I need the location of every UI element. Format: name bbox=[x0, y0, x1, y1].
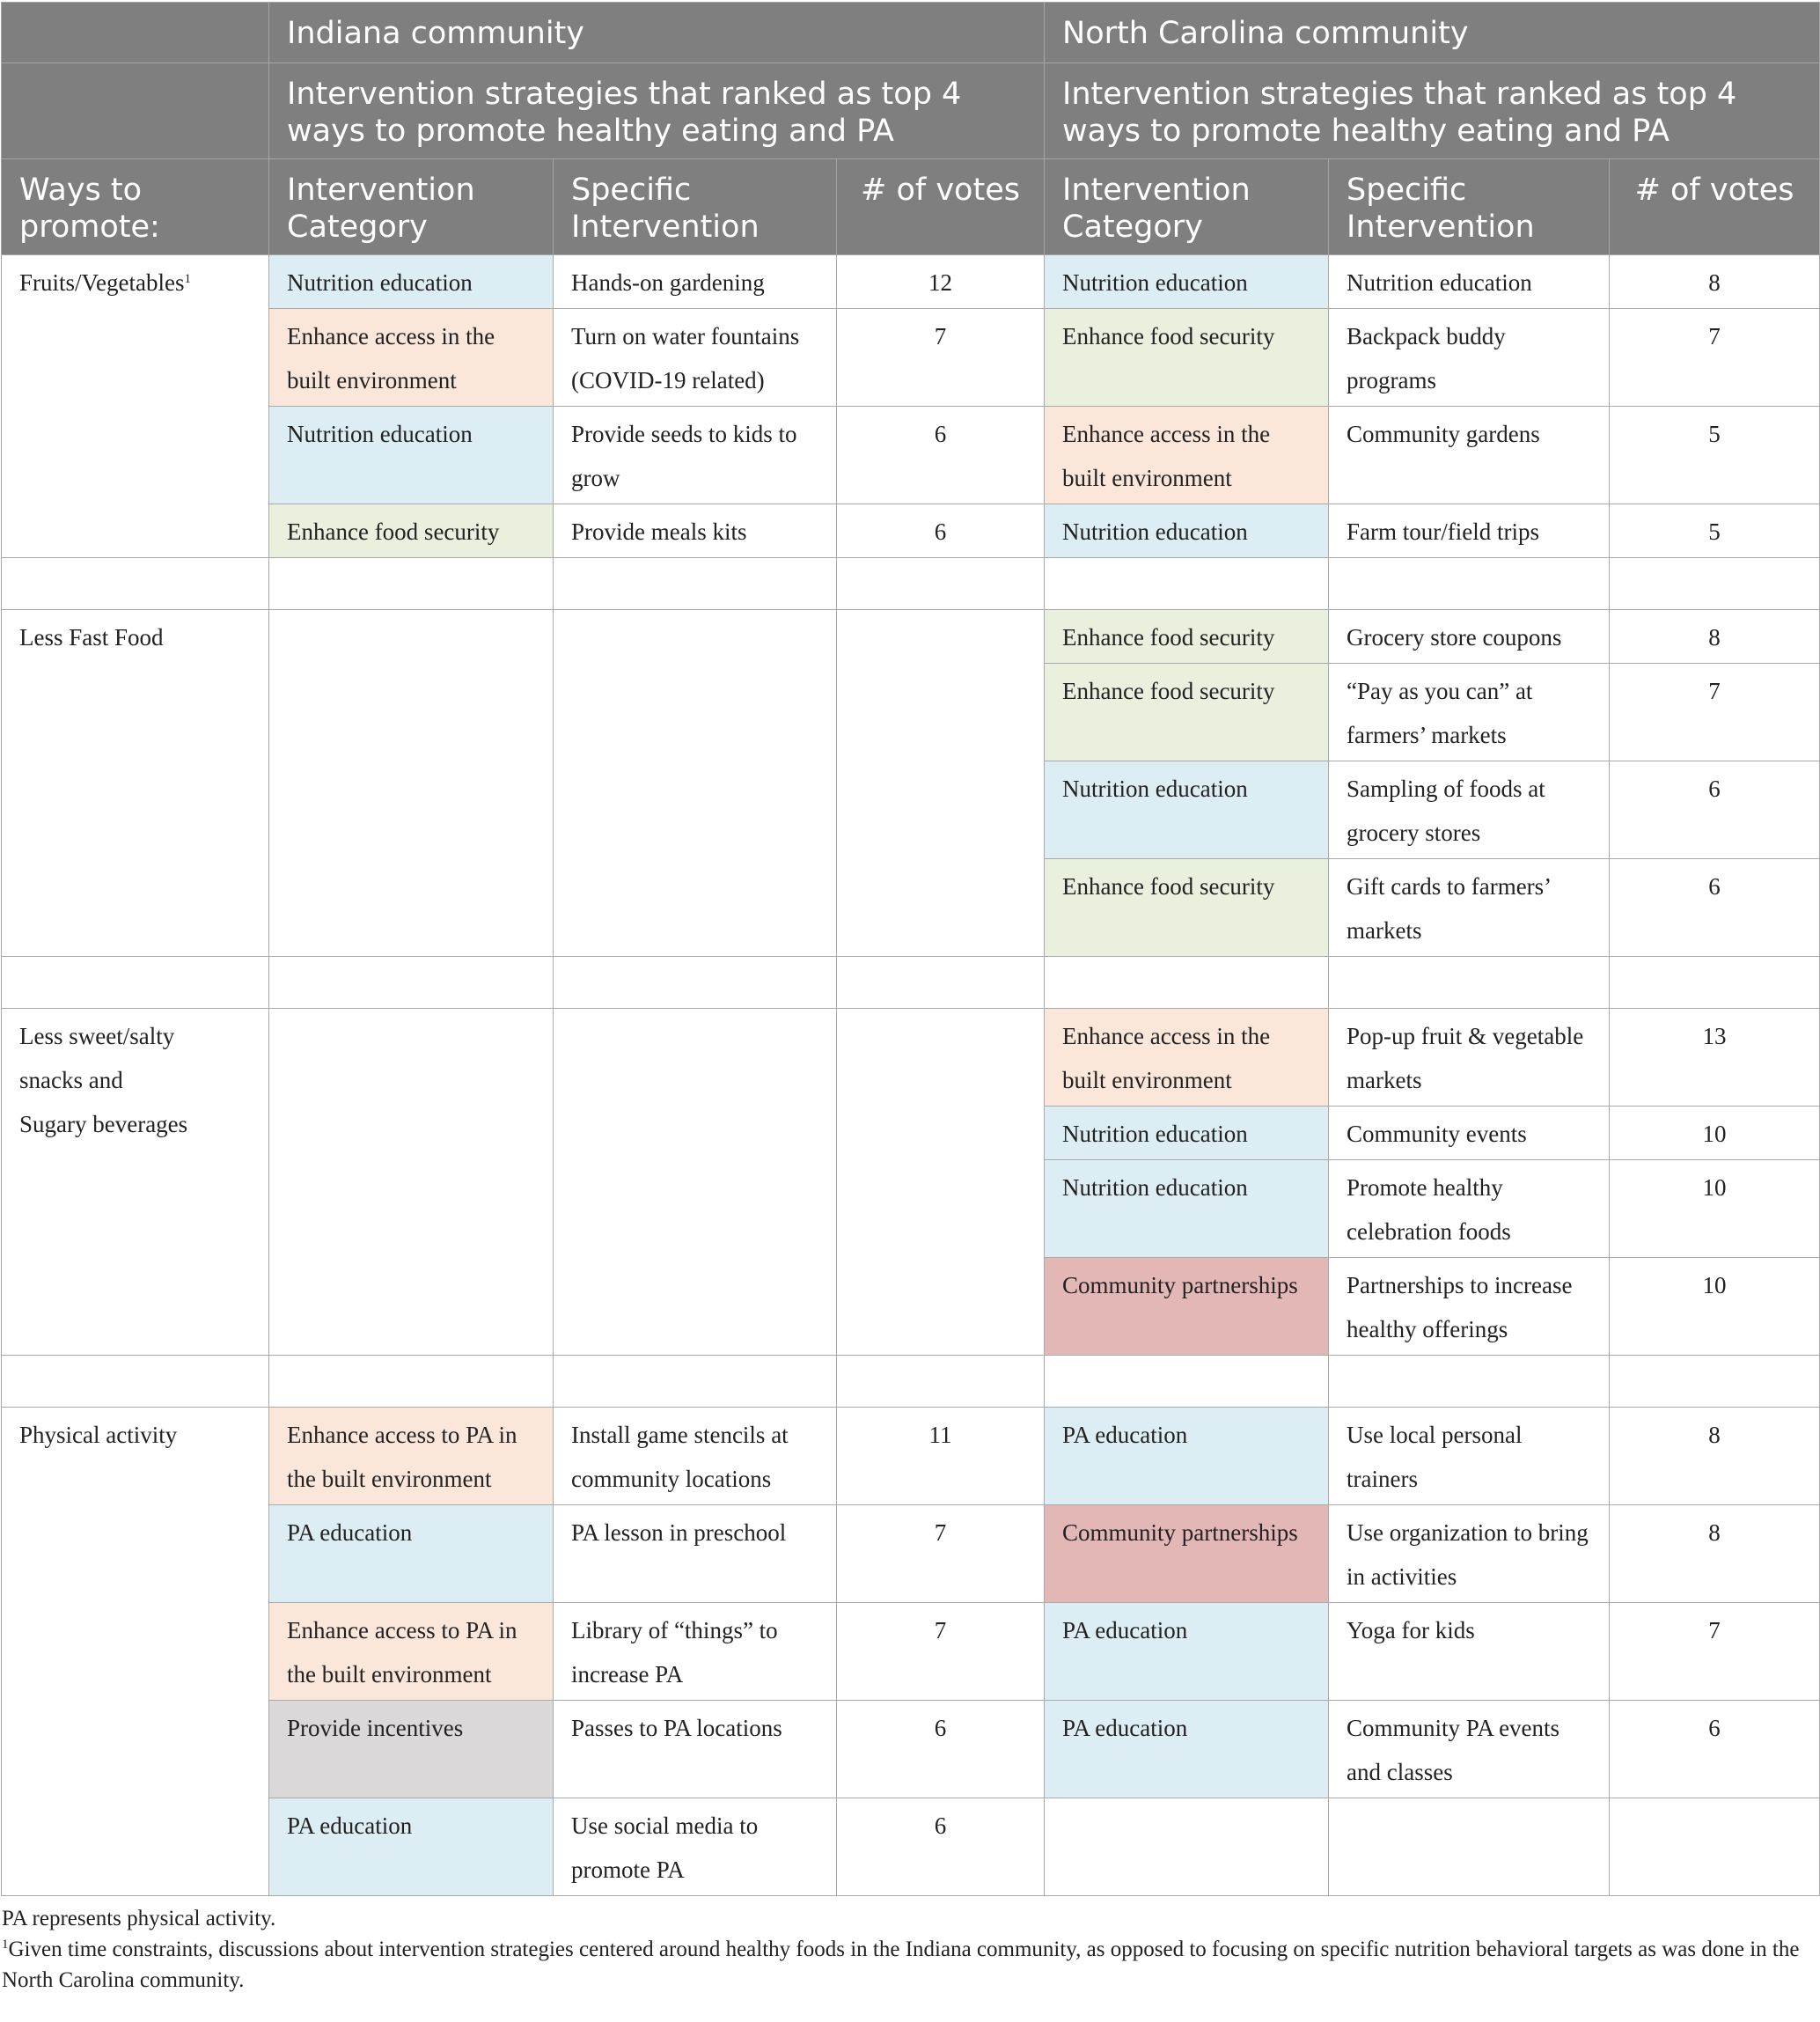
table-row bbox=[2, 610, 1820, 664]
specific-cell: Turn on water fountains (COVID-19 related) bbox=[554, 309, 837, 407]
votes-cell: 5 bbox=[1610, 407, 1820, 504]
votes-cell: 8 bbox=[1610, 1408, 1820, 1505]
group-label-snacks: Less sweet/salty snacks and Sugary beverages bbox=[2, 1009, 269, 1356]
header-nc-strategies: Intervention strategies that ranked as top 4 ways to promote healthy eating and PA bbox=[1045, 63, 1820, 159]
header-empty-cell bbox=[2, 3, 269, 63]
category-cell: PA education bbox=[269, 1505, 554, 1603]
category-cell: Nutrition education bbox=[1045, 504, 1329, 558]
votes-cell: 13 bbox=[1610, 1009, 1820, 1107]
empty-cell bbox=[1045, 1798, 1329, 1896]
category-cell: Community partnerships bbox=[1045, 1258, 1329, 1356]
votes-cell: 10 bbox=[1610, 1107, 1820, 1160]
votes-cell: 6 bbox=[837, 1798, 1045, 1896]
category-cell: Community partnerships bbox=[1045, 1505, 1329, 1603]
empty-cell bbox=[269, 610, 554, 957]
votes-cell: 6 bbox=[1610, 859, 1820, 957]
specific-cell: Sampling of foods at grocery stores bbox=[1329, 761, 1610, 859]
header-empty-cell bbox=[2, 63, 269, 159]
table-row bbox=[2, 1408, 1820, 1505]
votes-cell: 7 bbox=[837, 309, 1045, 407]
category-cell: Enhance access in the built environment bbox=[269, 309, 554, 407]
spacer-row bbox=[2, 1356, 1820, 1408]
specific-cell: Use local personal trainers bbox=[1329, 1408, 1610, 1505]
group-label-pa: Physical activity bbox=[2, 1408, 269, 1896]
category-cell: Enhance food security bbox=[1045, 610, 1329, 664]
specific-cell: Use organization to bring in activities bbox=[1329, 1505, 1610, 1603]
spacer-row bbox=[2, 957, 1820, 1009]
header-specific-nc: Specific Intervention bbox=[1329, 159, 1610, 255]
votes-cell: 7 bbox=[837, 1505, 1045, 1603]
group-label-fruits: Fruits/Vegetables$^1$ bbox=[2, 255, 269, 558]
specific-cell: Use social media to promote PA bbox=[554, 1798, 837, 1896]
category-cell: PA education bbox=[269, 1798, 554, 1896]
votes-cell: 5 bbox=[1610, 504, 1820, 558]
header-indiana-strategies: Intervention strategies that ranked as top 4 ways to promote healthy eating and PA bbox=[269, 63, 1045, 159]
category-cell: Enhance access to PA in the built environment bbox=[269, 1603, 554, 1701]
category-cell: Nutrition education bbox=[1045, 761, 1329, 859]
specific-cell: Library of “things” to increase PA bbox=[554, 1603, 837, 1701]
table-row bbox=[2, 1701, 1820, 1798]
specific-cell: Yoga for kids bbox=[1329, 1603, 1610, 1701]
table-row bbox=[2, 1009, 1820, 1107]
empty-cell bbox=[837, 610, 1045, 957]
specific-cell: Hands-on gardening bbox=[554, 255, 837, 309]
specific-cell: Community PA events and classes bbox=[1329, 1701, 1610, 1798]
votes-cell: 7 bbox=[837, 1603, 1045, 1701]
specific-cell: Partnerships to increase healthy offerings bbox=[1329, 1258, 1610, 1356]
specific-cell: Gift cards to farmers’ markets bbox=[1329, 859, 1610, 957]
header-indiana-community: Indiana community bbox=[269, 3, 1045, 63]
category-cell: PA education bbox=[1045, 1701, 1329, 1798]
category-cell: PA education bbox=[1045, 1603, 1329, 1701]
pa-abbreviation-note: PA represents physical activity. bbox=[2, 1907, 276, 1930]
votes-cell: 10 bbox=[1610, 1160, 1820, 1258]
specific-cell: Community events bbox=[1329, 1107, 1610, 1160]
votes-cell: 8 bbox=[1610, 610, 1820, 664]
category-cell: PA education bbox=[1045, 1408, 1329, 1505]
category-cell: Nutrition education bbox=[1045, 1107, 1329, 1160]
group-label-fastfood: Less Fast Food bbox=[2, 610, 269, 957]
header-votes-nc: # of votes bbox=[1610, 159, 1820, 255]
header-row-columns bbox=[2, 159, 1820, 255]
empty-cell bbox=[269, 1009, 554, 1356]
specific-cell: Promote healthy celebration foods bbox=[1329, 1160, 1610, 1258]
specific-cell: Backpack buddy programs bbox=[1329, 309, 1610, 407]
votes-cell: 6 bbox=[1610, 1701, 1820, 1798]
category-cell: Nutrition education bbox=[1045, 255, 1329, 309]
interventions-table bbox=[1, 2, 1820, 1896]
category-cell: Nutrition education bbox=[1045, 1160, 1329, 1258]
table-notes bbox=[0, 1896, 1815, 1996]
specific-cell: Passes to PA locations bbox=[554, 1701, 837, 1798]
header-row-community bbox=[2, 3, 1820, 63]
table-row bbox=[2, 255, 1820, 309]
category-cell: Enhance food security bbox=[1045, 859, 1329, 957]
votes-cell: 12 bbox=[837, 255, 1045, 309]
category-cell: Enhance food security bbox=[269, 504, 554, 558]
category-cell: Enhance access to PA in the built environment bbox=[269, 1408, 554, 1505]
footnote: $^1$Given time constraints, discussions about intervention strategies centered around healthy foods in the Indiana community, as opposed to focusing on specific nutrition behavioral targets as was done in the North Carolina community. bbox=[2, 1937, 1800, 1992]
header-specific-in: Specific Intervention bbox=[554, 159, 837, 255]
votes-cell: 7 bbox=[1610, 309, 1820, 407]
votes-cell: 11 bbox=[837, 1408, 1045, 1505]
header-row-strategies bbox=[2, 63, 1820, 159]
votes-cell: 6 bbox=[837, 504, 1045, 558]
votes-cell: 6 bbox=[837, 407, 1045, 504]
empty-cell bbox=[554, 1009, 837, 1356]
specific-cell: Provide seeds to kids to grow bbox=[554, 407, 837, 504]
specific-cell: “Pay as you can” at farmers’ markets bbox=[1329, 664, 1610, 761]
votes-cell: 8 bbox=[1610, 255, 1820, 309]
category-cell: Nutrition education bbox=[269, 407, 554, 504]
specific-cell: Install game stencils at community locations bbox=[554, 1408, 837, 1505]
specific-cell: Community gardens bbox=[1329, 407, 1610, 504]
votes-cell: 10 bbox=[1610, 1258, 1820, 1356]
header-votes-in: # of votes bbox=[837, 159, 1045, 255]
empty-cell bbox=[837, 1009, 1045, 1356]
table-row bbox=[2, 309, 1820, 407]
votes-cell: 7 bbox=[1610, 1603, 1820, 1701]
specific-cell: Provide meals kits bbox=[554, 504, 837, 558]
category-cell: Nutrition education bbox=[269, 255, 554, 309]
empty-cell bbox=[554, 610, 837, 957]
votes-cell: 6 bbox=[1610, 761, 1820, 859]
empty-cell bbox=[1610, 1798, 1820, 1896]
votes-cell: 6 bbox=[837, 1701, 1045, 1798]
specific-cell: Pop-up fruit & vegetable markets bbox=[1329, 1009, 1610, 1107]
category-cell: Enhance access in the built environment bbox=[1045, 407, 1329, 504]
table-row bbox=[2, 504, 1820, 558]
table-row bbox=[2, 1603, 1820, 1701]
specific-cell: PA lesson in preschool bbox=[554, 1505, 837, 1603]
category-cell: Provide incentives bbox=[269, 1701, 554, 1798]
table-row bbox=[2, 407, 1820, 504]
spacer-row bbox=[2, 558, 1820, 610]
table-row bbox=[2, 1798, 1820, 1896]
header-category-in: Intervention Category bbox=[269, 159, 554, 255]
table-row bbox=[2, 1505, 1820, 1603]
header-category-nc: Intervention Category bbox=[1045, 159, 1329, 255]
specific-cell: Nutrition education bbox=[1329, 255, 1610, 309]
header-nc-community: North Carolina community bbox=[1045, 3, 1820, 63]
header-ways-to-promote: Ways to promote: bbox=[2, 159, 269, 255]
specific-cell: Farm tour/field trips bbox=[1329, 504, 1610, 558]
empty-cell bbox=[1329, 1798, 1610, 1896]
category-cell: Enhance access in the built environment bbox=[1045, 1009, 1329, 1107]
votes-cell: 8 bbox=[1610, 1505, 1820, 1603]
votes-cell: 7 bbox=[1610, 664, 1820, 761]
specific-cell: Grocery store coupons bbox=[1329, 610, 1610, 664]
category-cell: Enhance food security bbox=[1045, 664, 1329, 761]
category-cell: Enhance food security bbox=[1045, 309, 1329, 407]
